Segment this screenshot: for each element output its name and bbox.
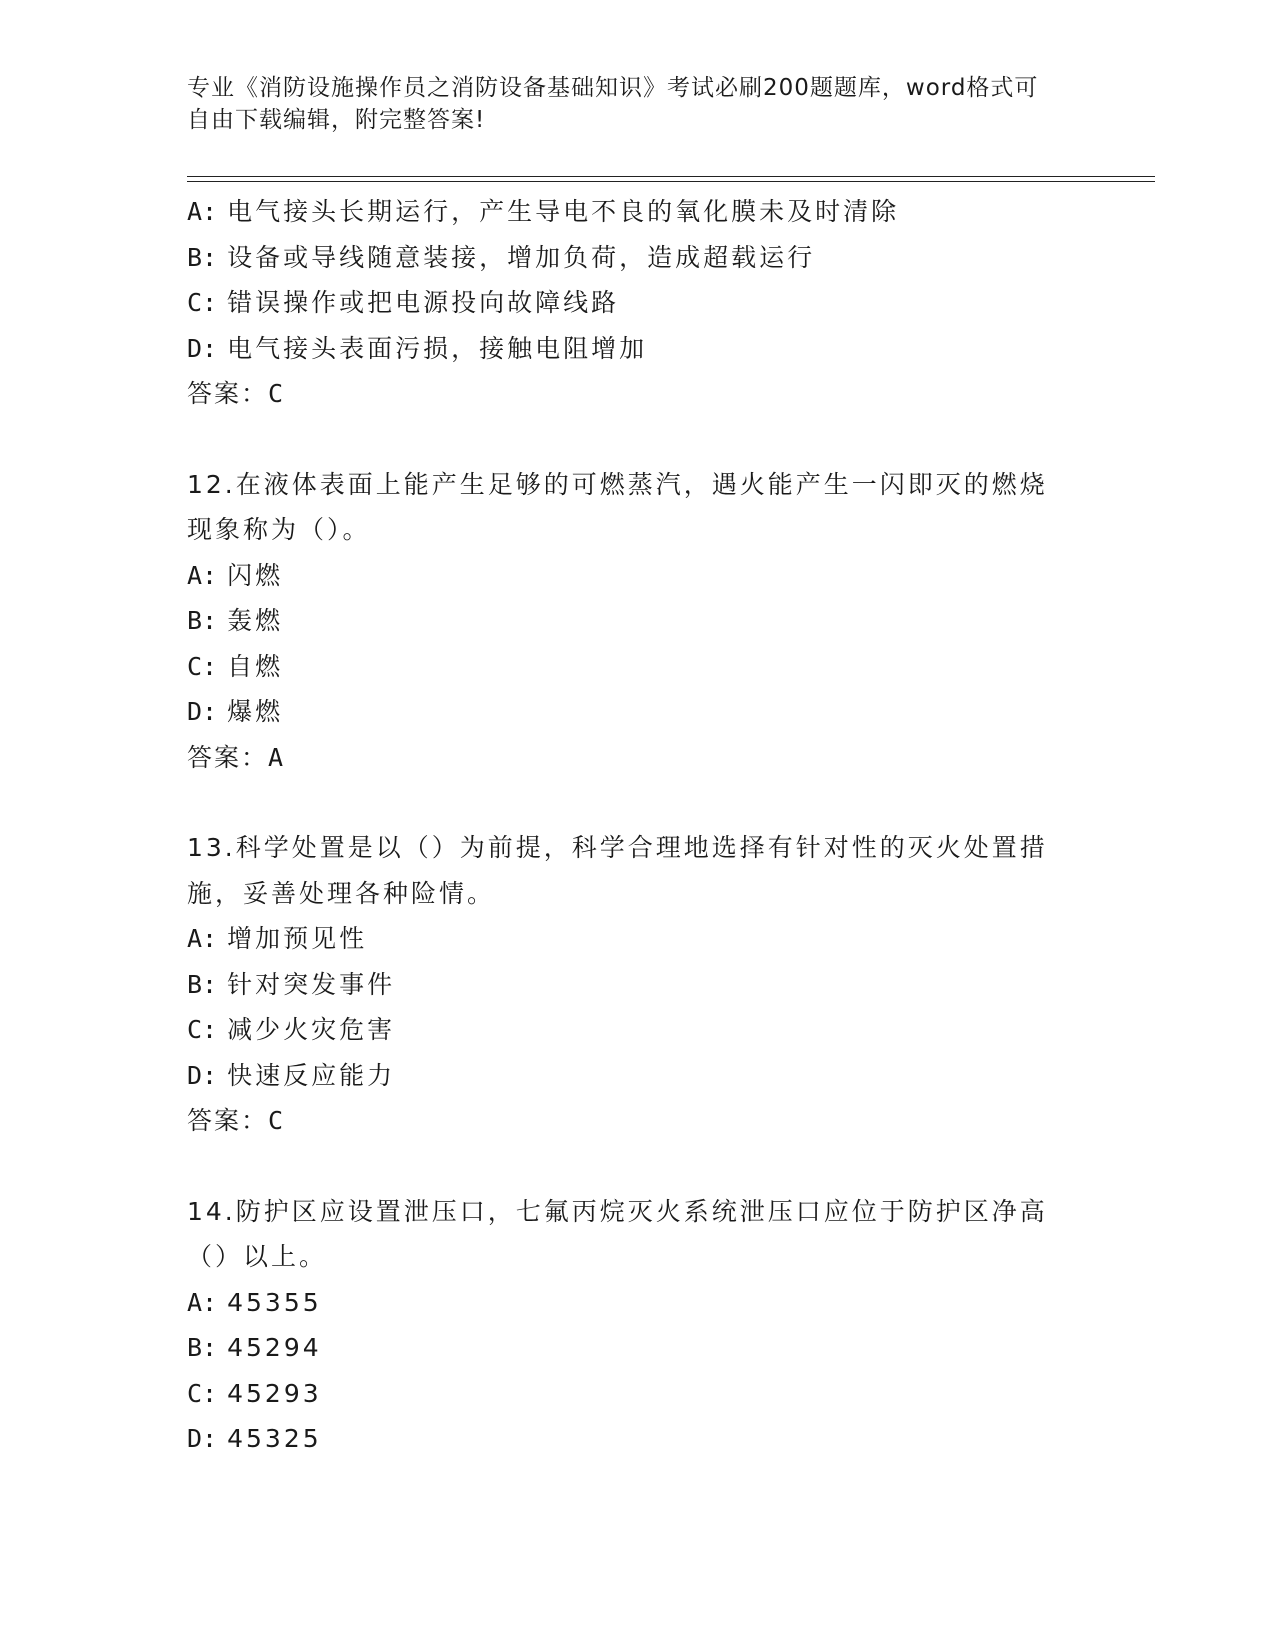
option-a <box>187 189 1147 235</box>
option-text: 轰燃 <box>227 606 284 635</box>
option-text: 电气接头表面污损，接触电阻增加 <box>227 333 648 363</box>
option-text: 闪燃 <box>227 560 284 590</box>
spacer <box>187 780 1147 825</box>
option-letter: C: <box>187 1015 218 1044</box>
option-letter: A: <box>187 1287 218 1317</box>
spacer <box>187 417 1147 462</box>
answer-value: C <box>268 1106 286 1135</box>
option-text: 减少火灾危害 <box>227 1015 396 1044</box>
question-text-line-2: 现象称为（）。 <box>187 515 371 544</box>
question-text-line-2: 施，妥善处理各种险情。 <box>187 878 496 908</box>
answer <box>187 735 1147 781</box>
answer-label: 答案： <box>187 742 269 772</box>
option-letter: C: <box>187 288 218 317</box>
option-b <box>187 962 1147 1008</box>
option-text: 45294 <box>227 1333 322 1362</box>
answer-label: 答案： <box>187 1106 269 1135</box>
option-d <box>187 1053 1147 1099</box>
option-text: 自燃 <box>227 651 284 681</box>
option-a <box>187 553 1147 599</box>
option-c <box>187 644 1147 690</box>
option-letter: D: <box>187 1424 218 1453</box>
spacer <box>187 1144 1147 1189</box>
option-text: 爆燃 <box>227 697 284 726</box>
option-b <box>187 598 1147 644</box>
option-letter: A: <box>187 560 218 590</box>
option-b <box>187 1325 1147 1371</box>
header-line-2: 自由下载编辑，附完整答案! <box>187 107 486 133</box>
question-11-continued <box>187 189 1147 417</box>
answer <box>187 1098 1147 1144</box>
option-text: 电气接头长期运行，产生导电不良的氧化膜未及时清除 <box>227 197 900 226</box>
question-list <box>187 189 1147 1462</box>
option-text: 增加预见性 <box>227 924 368 953</box>
option-b <box>187 235 1147 281</box>
question-text-line-1: 13.科学处置是以（）为前提，科学合理地选择有针对性的灭火处置措 <box>187 833 1048 862</box>
answer-value: A <box>268 742 286 772</box>
option-c <box>187 1371 1147 1417</box>
option-letter: D: <box>187 333 218 363</box>
option-letter: B: <box>187 969 218 999</box>
header-rule-top <box>187 176 1155 177</box>
option-text: 45355 <box>227 1287 322 1317</box>
option-c <box>187 1007 1147 1053</box>
option-letter: A: <box>187 197 218 226</box>
option-d <box>187 326 1147 372</box>
option-text: 快速反应能力 <box>227 1060 396 1090</box>
option-text: 45325 <box>227 1424 322 1453</box>
option-letter: D: <box>187 697 218 726</box>
question-12 <box>187 462 1147 781</box>
option-a <box>187 916 1147 962</box>
document-header <box>187 72 1067 136</box>
answer-label: 答案： <box>187 379 269 408</box>
option-a <box>187 1280 1147 1326</box>
option-letter: C: <box>187 1378 218 1408</box>
option-text: 错误操作或把电源投向故障线路 <box>227 288 620 317</box>
option-text: 45293 <box>227 1378 322 1408</box>
answer <box>187 371 1147 417</box>
header-rule-bottom <box>187 181 1155 182</box>
question-text-line-1: 14.防护区应设置泄压口，七氟丙烷灭火系统泄压口应位于防护区净高 <box>187 1196 1048 1226</box>
option-letter: B: <box>187 1333 218 1362</box>
option-d <box>187 689 1147 735</box>
question-text-line-2: （）以上。 <box>187 1242 328 1271</box>
question-14 <box>187 1189 1147 1462</box>
option-letter: D: <box>187 1060 218 1090</box>
option-letter: C: <box>187 651 218 681</box>
option-text: 设备或导线随意装接，增加负荷，造成超载运行 <box>227 242 816 272</box>
question-text-line-1: 12.在液体表面上能产生足够的可燃蒸汽，遇火能产生一闪即灭的燃烧 <box>187 469 1048 499</box>
answer-value: C <box>268 379 286 408</box>
option-c <box>187 280 1147 326</box>
option-letter: B: <box>187 242 218 272</box>
option-letter: A: <box>187 924 218 953</box>
header-line-1: 专业《消防设施操作员之消防设备基础知识》考试必刷200题题库，word格式可 <box>187 75 1039 101</box>
option-letter: B: <box>187 606 218 635</box>
option-d <box>187 1416 1147 1462</box>
question-13 <box>187 825 1147 1144</box>
option-text: 针对突发事件 <box>227 969 396 999</box>
